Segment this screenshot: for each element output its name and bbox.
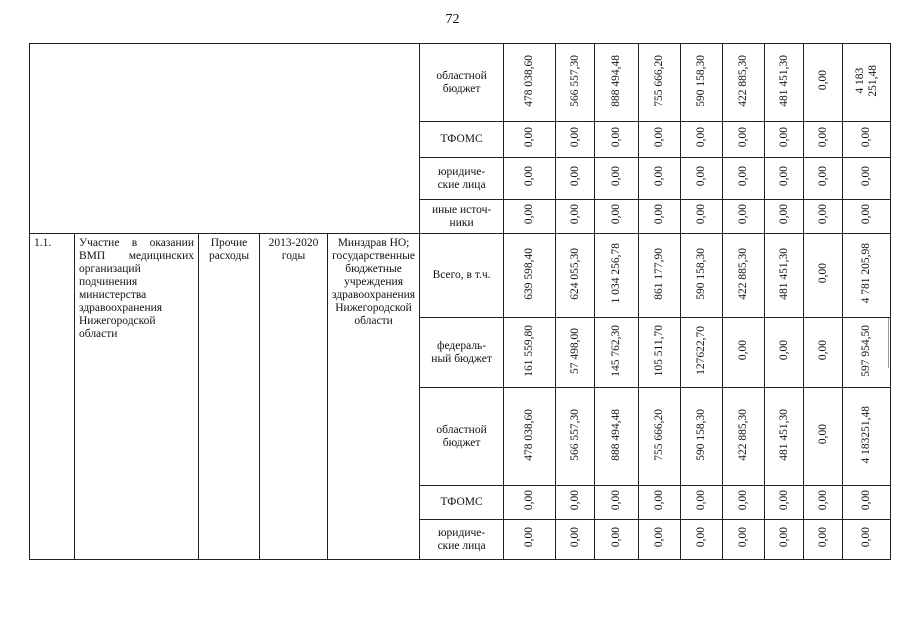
- amount-cell: [504, 234, 556, 318]
- amount-value: 755 666,20: [653, 54, 666, 107]
- amount-cell: [843, 486, 891, 520]
- executor-cell: [328, 234, 420, 560]
- amount-cell: [804, 158, 843, 200]
- amount-cell: [639, 486, 681, 520]
- amount-value: 0,00: [653, 204, 666, 225]
- amount-cell: [595, 388, 639, 486]
- continued-blank-cell: [30, 44, 420, 234]
- amount-value: 0,00: [523, 166, 536, 187]
- amount-value: 0,00: [816, 166, 829, 187]
- amount-value: 0,00: [568, 527, 581, 548]
- margin-mark: [888, 318, 889, 368]
- funding-source-cell: [420, 200, 504, 234]
- amount-value: 4 183251,48: [860, 405, 873, 464]
- amount-cell: [723, 234, 765, 318]
- amount-value: 0,00: [777, 204, 790, 225]
- amount-cell: [681, 318, 723, 388]
- period-cell: [260, 234, 328, 560]
- amount-value: 0,00: [737, 166, 750, 187]
- amount-cell: [595, 200, 639, 234]
- amount-cell: [681, 388, 723, 486]
- amount-cell: [639, 122, 681, 158]
- amount-cell: [556, 388, 595, 486]
- amount-cell: [639, 234, 681, 318]
- amount-cell: [681, 234, 723, 318]
- amount-cell: [504, 388, 556, 486]
- item-number-cell: [30, 234, 75, 560]
- amount-value: 0,00: [816, 127, 829, 148]
- amount-value: 481 451,30: [777, 408, 790, 461]
- amount-value: 0,00: [777, 527, 790, 548]
- amount-value: 0,00: [523, 527, 536, 548]
- amount-value: 639 598,40: [523, 247, 536, 300]
- amount-value: 624 055,30: [568, 247, 581, 300]
- amount-value: 0,00: [816, 204, 829, 225]
- funding-source-cell: [420, 388, 504, 486]
- amount-value: 0,00: [816, 490, 829, 511]
- amount-value: 481 451,30: [777, 247, 790, 300]
- amount-value: 0,00: [653, 127, 666, 148]
- funding-source-cell: [420, 122, 504, 158]
- amount-cell: [843, 122, 891, 158]
- amount-value: 0,00: [737, 490, 750, 511]
- amount-cell: [804, 234, 843, 318]
- amount-value: 590 158,30: [695, 54, 708, 107]
- amount-cell: [681, 486, 723, 520]
- amount-cell: [804, 44, 843, 122]
- amount-cell: [504, 520, 556, 560]
- funding-source-cell: [420, 486, 504, 520]
- amount-cell: [556, 200, 595, 234]
- amount-value: 0,00: [695, 127, 708, 148]
- amount-cell: [504, 158, 556, 200]
- amount-value: 0,00: [695, 166, 708, 187]
- amount-cell: [681, 158, 723, 200]
- executor-cell-text: Минздрав НО; государственные бюджетные учреждения здравоохранения Нижегородской области: [332, 237, 416, 327]
- amount-cell: [639, 520, 681, 560]
- amount-cell: [595, 122, 639, 158]
- amount-value: 0,00: [777, 127, 790, 148]
- amount-cell: [843, 234, 891, 318]
- amount-cell: [843, 200, 891, 234]
- amount-cell: [765, 200, 804, 234]
- amount-value: 57 498,00: [568, 327, 581, 374]
- amount-cell: [843, 388, 891, 486]
- amount-cell: [723, 388, 765, 486]
- table-row: [30, 234, 891, 318]
- amount-cell: [843, 44, 891, 122]
- amount-value: 590 158,30: [695, 247, 708, 300]
- amount-cell: [556, 158, 595, 200]
- amount-cell: [504, 318, 556, 388]
- amount-cell: [556, 234, 595, 318]
- amount-value: 127622,70: [695, 326, 708, 375]
- amount-value: 1 034 256,78: [610, 243, 623, 304]
- amount-value: 0,00: [860, 166, 873, 187]
- amount-value: 161 559,80: [523, 324, 536, 377]
- budget-table: [29, 43, 891, 560]
- funding-source-cell: [420, 318, 504, 388]
- amount-value: 0,00: [777, 490, 790, 511]
- amount-value: 0,00: [816, 340, 829, 361]
- amount-value: 4 781 205,98: [860, 243, 873, 304]
- amount-cell: [765, 122, 804, 158]
- amount-cell: [556, 122, 595, 158]
- amount-cell: [723, 44, 765, 122]
- funding-source-cell: [420, 158, 504, 200]
- amount-cell: [556, 318, 595, 388]
- amount-value: 0,00: [737, 127, 750, 148]
- amount-value: 0,00: [777, 166, 790, 187]
- amount-value: 0,00: [610, 527, 623, 548]
- funding-source-label: федераль- ный бюджет: [431, 339, 492, 365]
- amount-cell: [765, 44, 804, 122]
- amount-value: 0,00: [860, 527, 873, 548]
- item-name-cell: [75, 234, 199, 560]
- amount-cell: [765, 318, 804, 388]
- amount-cell: [681, 520, 723, 560]
- amount-value: 145 762,30: [610, 324, 623, 377]
- funding-source-label: Всего, в т.ч.: [432, 269, 491, 281]
- funding-source-label: юридиче- ские лица: [437, 165, 486, 191]
- amount-cell: [681, 200, 723, 234]
- amount-cell: [556, 44, 595, 122]
- amount-value: 0,00: [860, 490, 873, 511]
- amount-cell: [843, 158, 891, 200]
- amount-value: 105 511,70: [653, 324, 666, 377]
- amount-cell: [639, 158, 681, 200]
- amount-value: 422 885,30: [737, 408, 750, 461]
- amount-cell: [804, 486, 843, 520]
- funding-source-cell: [420, 234, 504, 318]
- amount-cell: [723, 122, 765, 158]
- funding-source-cell: [420, 520, 504, 560]
- amount-cell: [639, 318, 681, 388]
- amount-cell: [504, 486, 556, 520]
- amount-cell: [556, 520, 595, 560]
- amount-value: 478 038,60: [523, 408, 536, 461]
- period-cell-text: 2013-2020 годы: [268, 237, 319, 262]
- funding-source-label: областной бюджет: [436, 423, 487, 449]
- funding-source-cell: [420, 44, 504, 122]
- amount-value: 0,00: [816, 527, 829, 548]
- amount-value: 0,00: [737, 204, 750, 225]
- amount-value: 0,00: [523, 490, 536, 511]
- amount-value: 0,00: [860, 127, 873, 148]
- funding-source-label: иные источ- ники: [431, 203, 492, 229]
- amount-value: 422 885,30: [737, 54, 750, 107]
- amount-value: 0,00: [568, 166, 581, 187]
- item-name-cell-text: Участие в оказании ВМП медицинских организаций подчинения министерства здравоохранения Нижегородской области: [79, 237, 194, 340]
- amount-value: 566 557,30: [568, 408, 581, 461]
- amount-value: 422 885,30: [737, 247, 750, 300]
- amount-cell: [504, 44, 556, 122]
- amount-cell: [556, 486, 595, 520]
- amount-value: 0,00: [860, 204, 873, 225]
- amount-cell: [765, 234, 804, 318]
- amount-value: 888 494,48: [610, 54, 623, 107]
- amount-value: 0,00: [568, 204, 581, 225]
- amount-cell: [843, 520, 891, 560]
- amount-cell: [804, 122, 843, 158]
- amount-value: 0,00: [737, 340, 750, 361]
- amount-cell: [639, 388, 681, 486]
- amount-cell: [681, 122, 723, 158]
- amount-value: 590 158,30: [695, 408, 708, 461]
- amount-value: 888 494,48: [610, 408, 623, 461]
- amount-cell: [504, 122, 556, 158]
- amount-cell: [723, 200, 765, 234]
- expense-type-cell: [199, 234, 260, 560]
- amount-cell: [595, 44, 639, 122]
- amount-cell: [843, 318, 891, 388]
- amount-cell: [804, 200, 843, 234]
- amount-cell: [804, 388, 843, 486]
- amount-value: 0,00: [568, 127, 581, 148]
- amount-value: 0,00: [523, 127, 536, 148]
- amount-value: 755 666,20: [653, 408, 666, 461]
- amount-value: 861 177,90: [653, 247, 666, 300]
- amount-cell: [723, 158, 765, 200]
- amount-cell: [639, 44, 681, 122]
- amount-cell: [723, 318, 765, 388]
- amount-cell: [595, 318, 639, 388]
- amount-value: 0,00: [610, 127, 623, 148]
- amount-cell: [804, 520, 843, 560]
- amount-cell: [595, 158, 639, 200]
- amount-value: 0,00: [695, 204, 708, 225]
- amount-value: 4 183 251,48: [853, 64, 879, 97]
- amount-value: 0,00: [653, 166, 666, 187]
- amount-value: 0,00: [695, 527, 708, 548]
- amount-value: 481 451,30: [777, 54, 790, 107]
- amount-value: 0,00: [523, 204, 536, 225]
- funding-source-label: ТФОМС: [440, 133, 483, 145]
- amount-cell: [504, 200, 556, 234]
- amount-value: 478 038,60: [523, 54, 536, 107]
- amount-value: 0,00: [816, 70, 829, 91]
- funding-source-label: областной бюджет: [436, 69, 487, 95]
- amount-cell: [723, 486, 765, 520]
- amount-value: 0,00: [777, 340, 790, 361]
- amount-cell: [595, 234, 639, 318]
- item-number-cell-text: 1.1.: [34, 237, 52, 249]
- amount-cell: [595, 520, 639, 560]
- amount-cell: [765, 520, 804, 560]
- amount-value: 0,00: [610, 204, 623, 225]
- amount-value: 0,00: [610, 490, 623, 511]
- page-number: 72: [445, 12, 460, 27]
- amount-cell: [639, 200, 681, 234]
- amount-value: 0,00: [568, 490, 581, 511]
- amount-cell: [595, 486, 639, 520]
- amount-value: 0,00: [653, 527, 666, 548]
- amount-cell: [804, 318, 843, 388]
- amount-value: 0,00: [816, 424, 829, 445]
- amount-value: 597 954,50: [860, 324, 873, 377]
- amount-value: 0,00: [695, 490, 708, 511]
- funding-source-label: юридиче- ские лица: [437, 526, 486, 552]
- amount-cell: [681, 44, 723, 122]
- amount-value: 566 557,30: [568, 54, 581, 107]
- amount-cell: [765, 486, 804, 520]
- table-row: [30, 44, 891, 122]
- amount-value: 0,00: [610, 166, 623, 187]
- funding-source-label: ТФОМС: [440, 496, 483, 508]
- amount-cell: [723, 520, 765, 560]
- amount-cell: [765, 388, 804, 486]
- amount-value: 0,00: [737, 527, 750, 548]
- amount-value: 0,00: [816, 263, 829, 284]
- expense-type-cell-text: Прочие расходы: [208, 237, 250, 262]
- amount-cell: [765, 158, 804, 200]
- amount-value: 0,00: [653, 490, 666, 511]
